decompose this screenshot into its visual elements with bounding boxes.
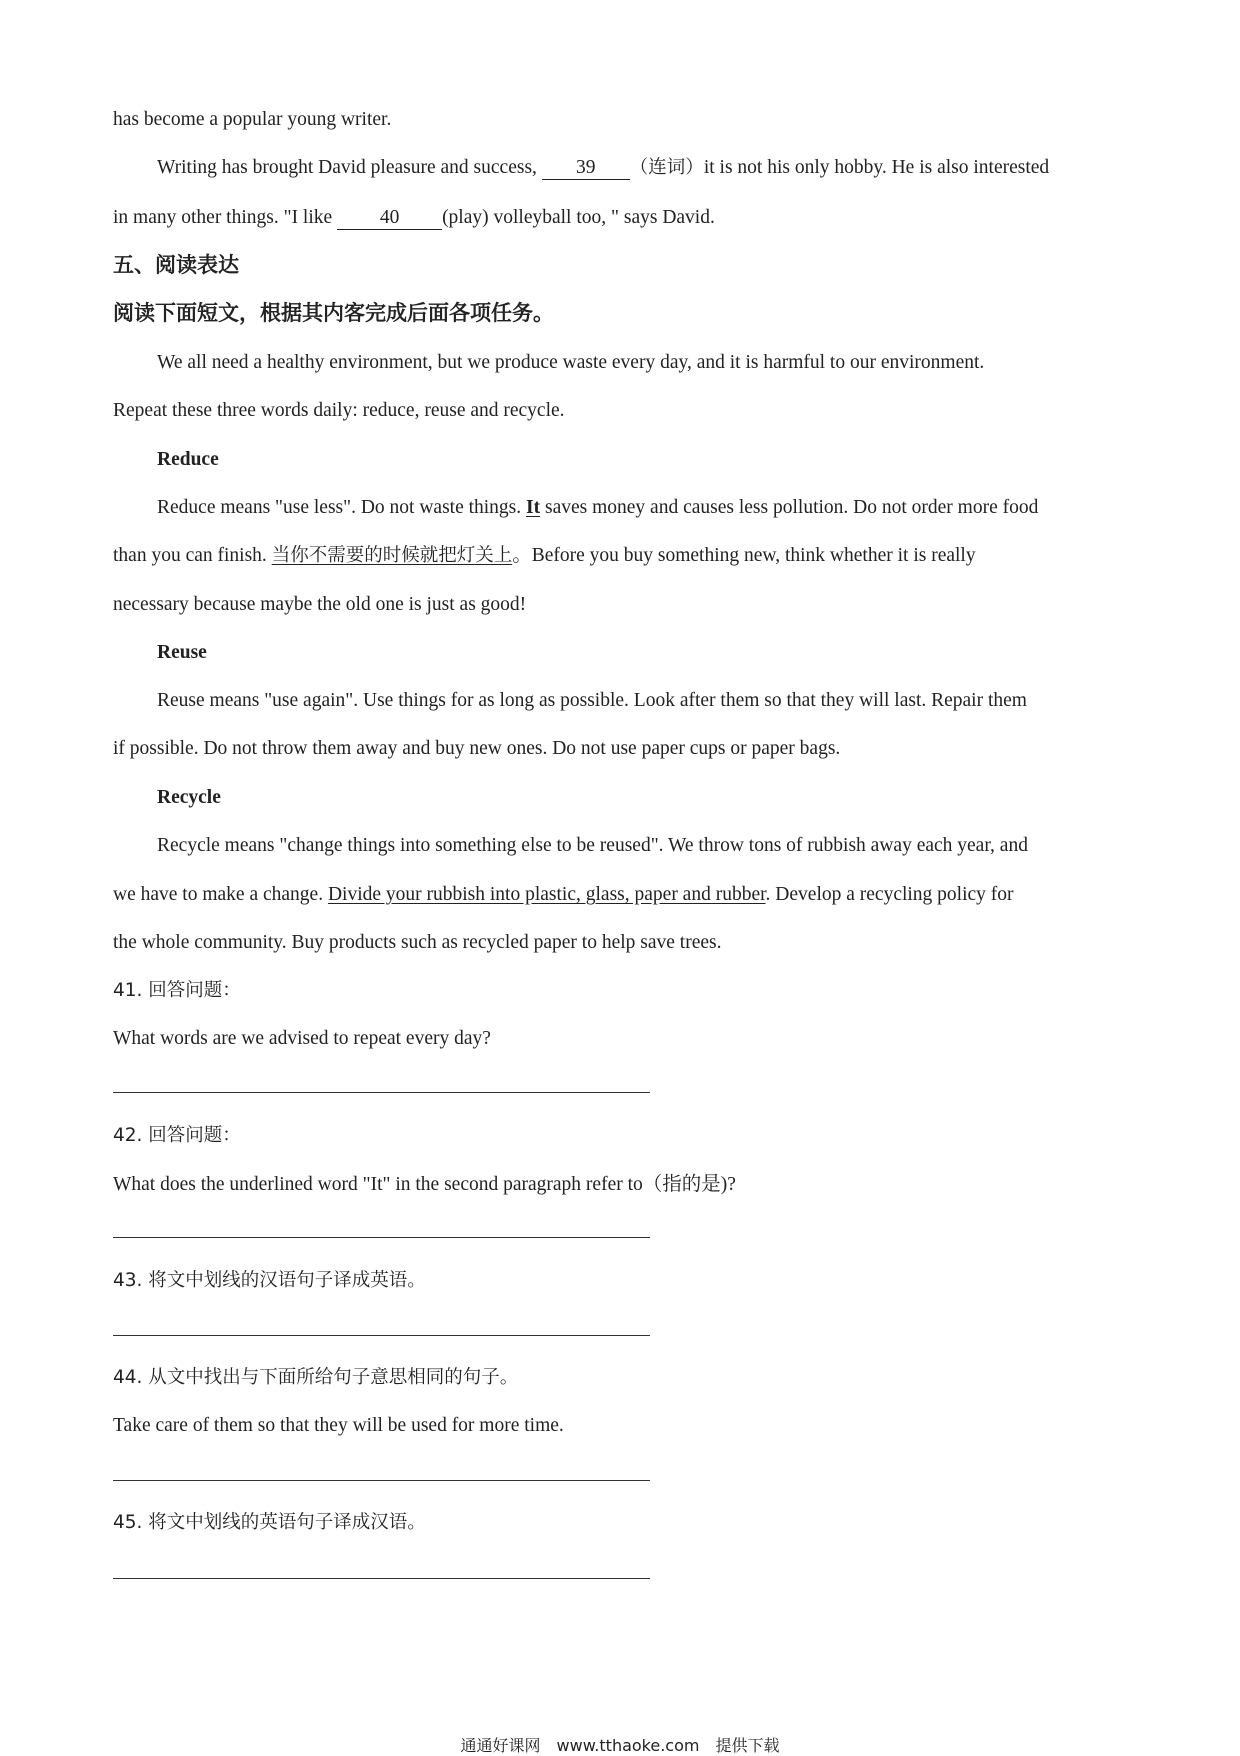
page-footer: 通通好课网 www.tthaoke.com 提供下载 [460,1736,780,1755]
passage-text: we have to make a change. [113,884,324,905]
cloze-line-3 [113,205,1133,231]
answer-line-43[interactable] [113,1335,650,1336]
cloze-text: it is not his only hobby. He is also interested [703,157,1050,178]
passage-text: than you can finish. [113,545,267,566]
question-41-label: 41. 回答问题： [113,980,241,1001]
question-41-text: What words are we advised to repeat every day? [113,1028,491,1049]
passage-text: Reduce means "use less". Do not waste things. [157,497,522,518]
reuse-line-2: if possible. Do not throw them away and buy new ones. Do not use paper cups or paper bags. [113,738,841,759]
question-43-label: 43. 将文中划线的汉语句子译成英语。 [113,1270,426,1291]
question-44-label: 44. 从文中找出与下面所给句子意思相同的句子。 [113,1367,519,1388]
answer-line-42[interactable] [113,1237,650,1238]
underlined-english-sentence: Divide your rubbish into plastic, glass, paper and rubber [327,884,766,905]
cloze-line-2 [157,155,1177,181]
reduce-line-3: necessary because maybe the old one is just as good! [113,594,527,615]
answer-line-45[interactable] [113,1578,650,1579]
answer-line-44[interactable] [113,1480,650,1481]
reduce-line-2 [113,543,1133,569]
cloze-text: in many other things. "I like [113,207,333,228]
cloze-line-1 [113,107,1133,133]
passage-intro-2: Repeat these three words daily: reduce, reuse and recycle. [113,400,565,421]
cloze-text: has become a popular young writer. [113,109,392,130]
passage-text: 。Before you buy something new, think whether it is really [512,545,976,566]
underlined-word-it: It [526,497,541,518]
reuse-line-1: Reuse means "use again". Use things for as long as possible. Look after them so that they will last. Repair them [157,690,1027,711]
passage-text: . Develop a recycling policy for [765,884,1014,905]
recycle-line-1: Recycle means "change things into something else to be reused". We throw tons of rubbish away each year, and [157,835,1028,856]
reduce-heading: Reduce [157,449,219,470]
recycle-line-3: the whole community. Buy products such as recycled paper to help save trees. [113,932,722,953]
section-title: 五、阅读表达 [113,253,239,277]
blank-hint: （连词） [629,157,704,178]
question-42-label: 42. 回答问题： [113,1125,241,1146]
cloze-text: (play) volleyball too, " says David. [442,207,715,228]
reduce-line-1 [157,495,1177,521]
passage-text: saves money and causes less pollution. Do not order more food [545,497,1039,518]
blank-39[interactable]: 39 [542,157,630,180]
blank-40[interactable]: 40 [337,207,442,230]
question-42-text: What does the underlined word "It" in the second paragraph refer to（指的是)? [113,1174,736,1195]
underlined-chinese-sentence: 当你不需要的时候就把灯关上 [271,545,513,566]
recycle-line-2 [113,882,1133,908]
answer-line-41[interactable] [113,1092,650,1093]
question-45-label: 45. 将文中划线的英语句子译成汉语。 [113,1512,426,1533]
passage-intro-1: We all need a healthy environment, but we produce waste every day, and it is harmful to our environment. [157,352,985,373]
reuse-heading: Reuse [157,642,207,663]
section-instruction: 阅读下面短文，根据其内客完成后面各项任务。 [113,301,554,325]
cloze-text: Writing has brought David pleasure and success, [157,157,537,178]
question-44-text: Take care of them so that they will be used for more time. [113,1415,564,1436]
recycle-heading: Recycle [157,787,221,808]
